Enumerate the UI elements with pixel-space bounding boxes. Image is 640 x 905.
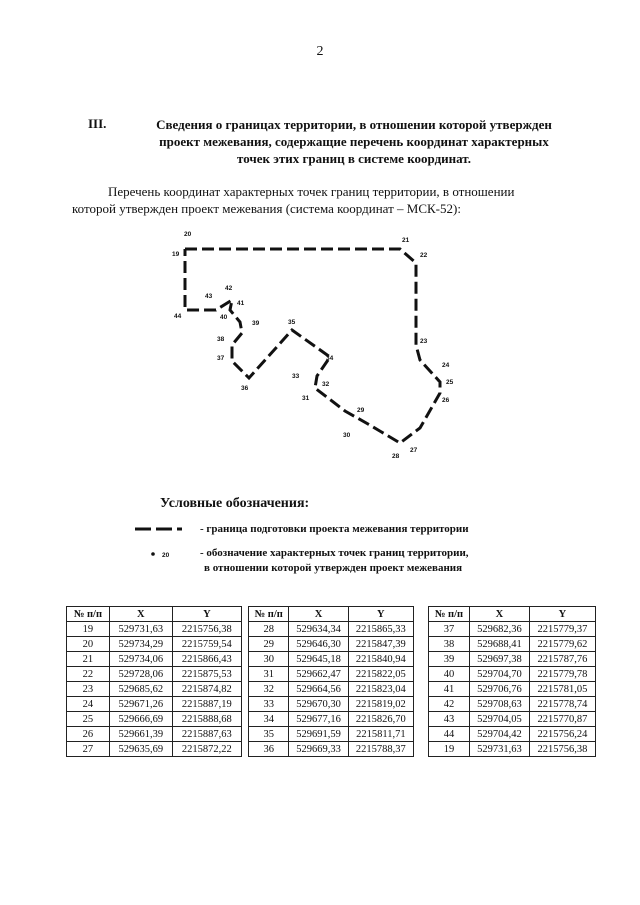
y-coordinate-cell: 2215787,76 (529, 652, 595, 667)
x-coordinate-cell: 529734,06 (109, 652, 172, 667)
y-coordinate-cell: 2215847,39 (348, 637, 413, 652)
y-coordinate-cell: 2215778,74 (529, 697, 595, 712)
table-row (429, 697, 596, 712)
point-number-cell: 28 (249, 622, 289, 637)
point-label-39: 39 (252, 320, 260, 327)
table-row (429, 742, 596, 757)
x-coordinate-cell: 529669,33 (289, 742, 348, 757)
table-row (67, 637, 242, 652)
table-row (67, 652, 242, 667)
table-row (249, 712, 414, 727)
x-coordinate-cell: 529646,30 (289, 637, 348, 652)
point-number-cell: 30 (249, 652, 289, 667)
point-number-cell: 22 (67, 667, 110, 682)
table-row (429, 637, 596, 652)
y-coordinate-cell: 2215756,24 (529, 727, 595, 742)
y-coordinate-cell: 2215781,05 (529, 682, 595, 697)
table-row (67, 667, 242, 682)
x-coordinate-cell: 529706,76 (469, 682, 529, 697)
x-coordinate-cell: 529682,36 (469, 622, 529, 637)
table-row (67, 622, 242, 637)
x-coordinate-cell: 529645,18 (289, 652, 348, 667)
y-coordinate-cell: 2215874,82 (172, 682, 241, 697)
table-row (67, 712, 242, 727)
table-row (67, 742, 242, 757)
section-heading-line-1: Сведения о границах территории, в отношении которой утвержден (156, 117, 552, 132)
x-coordinate-cell: 529666,69 (109, 712, 172, 727)
legend-line-description: - граница подготовки проекта межевания территории (200, 523, 469, 535)
section-heading-line-2: проект межевания, содержащие перечень координат характерных (159, 134, 549, 149)
x-coordinate-cell: 529671,26 (109, 697, 172, 712)
x-coordinate-cell: 529731,63 (109, 622, 172, 637)
legend-point-description-2: в отношении которой утвержден проект межевания (204, 562, 463, 574)
table-row (249, 727, 414, 742)
y-coordinate-cell: 2215826,70 (348, 712, 413, 727)
x-coordinate-cell: 529708,63 (469, 697, 529, 712)
point-number-cell: 40 (429, 667, 470, 682)
section-numeral: III. (88, 116, 107, 131)
table-row (429, 622, 596, 637)
table-row (67, 697, 242, 712)
point-number-cell: 32 (249, 682, 289, 697)
page-number: 2 (316, 44, 324, 59)
point-label-23: 23 (420, 338, 428, 345)
coordinates-table-3 (428, 606, 596, 757)
col-header-number: № п/п (249, 607, 289, 622)
y-coordinate-cell: 2215887,63 (172, 727, 241, 742)
table-row (249, 742, 414, 757)
point-label-37: 37 (217, 355, 225, 362)
point-label-30: 30 (343, 432, 351, 439)
x-coordinate-cell: 529688,41 (469, 637, 529, 652)
point-label-36: 36 (241, 385, 249, 392)
y-coordinate-cell: 2215779,37 (529, 622, 595, 637)
point-label-19: 19 (172, 251, 180, 258)
y-coordinate-cell: 2215872,22 (172, 742, 241, 757)
coordinates-table-1 (66, 606, 242, 757)
point-label-27: 27 (410, 447, 418, 454)
point-number-cell: 37 (429, 622, 470, 637)
point-number-cell: 24 (67, 697, 110, 712)
point-number-cell: 42 (429, 697, 470, 712)
point-label-21: 21 (402, 237, 410, 244)
col-header-x: X (109, 607, 172, 622)
col-header-y: Y (348, 607, 413, 622)
col-header-number: № п/п (67, 607, 110, 622)
x-coordinate-cell: 529677,16 (289, 712, 348, 727)
x-coordinate-cell: 529634,34 (289, 622, 348, 637)
table-row (429, 712, 596, 727)
x-coordinate-cell: 529734,29 (109, 637, 172, 652)
point-number-cell: 29 (249, 637, 289, 652)
y-coordinate-cell: 2215819,02 (348, 697, 413, 712)
point-number-cell: 23 (67, 682, 110, 697)
y-coordinate-cell: 2215756,38 (172, 622, 241, 637)
y-coordinate-cell: 2215888,68 (172, 712, 241, 727)
point-number-cell: 27 (67, 742, 110, 757)
y-coordinate-cell: 2215770,87 (529, 712, 595, 727)
point-label-35: 35 (288, 319, 296, 326)
point-label-31: 31 (302, 395, 310, 402)
point-number-cell: 19 (429, 742, 470, 757)
x-coordinate-cell: 529685,62 (109, 682, 172, 697)
point-label-28: 28 (392, 453, 400, 460)
col-header-number: № п/п (429, 607, 470, 622)
point-number-cell: 36 (249, 742, 289, 757)
y-coordinate-cell: 2215887,19 (172, 697, 241, 712)
table-row (67, 727, 242, 742)
coordinates-table-2 (248, 606, 414, 757)
x-coordinate-cell: 529662,47 (289, 667, 348, 682)
boundary-line (185, 249, 440, 443)
y-coordinate-cell: 2215840,94 (348, 652, 413, 667)
point-label-38: 38 (217, 336, 225, 343)
point-number-cell: 43 (429, 712, 470, 727)
x-coordinate-cell: 529670,30 (289, 697, 348, 712)
y-coordinate-cell: 2215788,37 (348, 742, 413, 757)
point-label-33: 33 (292, 373, 300, 380)
point-number-cell: 33 (249, 697, 289, 712)
point-label-32: 32 (322, 381, 330, 388)
point-label-43: 43 (205, 293, 213, 300)
y-coordinate-cell: 2215822,05 (348, 667, 413, 682)
point-number-cell: 34 (249, 712, 289, 727)
point-label-20: 20 (184, 231, 192, 238)
point-label-42: 42 (225, 285, 233, 292)
table-row (249, 682, 414, 697)
y-coordinate-cell: 2215756,38 (529, 742, 595, 757)
legend-point-sample (151, 552, 155, 556)
legend-point-description-1: - обозначение характерных точек границ территории, (200, 547, 469, 559)
table-row (67, 682, 242, 697)
col-header-x: X (289, 607, 348, 622)
point-number-cell: 35 (249, 727, 289, 742)
point-number-cell: 38 (429, 637, 470, 652)
table-row (429, 652, 596, 667)
col-header-y: Y (529, 607, 595, 622)
point-number-cell: 44 (429, 727, 470, 742)
col-header-y: Y (172, 607, 241, 622)
point-number-cell: 19 (67, 622, 110, 637)
point-label-26: 26 (442, 397, 450, 404)
x-coordinate-cell: 529661,39 (109, 727, 172, 742)
point-label-40: 40 (220, 314, 228, 321)
table-row (429, 727, 596, 742)
point-label-22: 22 (420, 252, 428, 259)
x-coordinate-cell: 529697,38 (469, 652, 529, 667)
point-number-cell: 41 (429, 682, 470, 697)
point-label-25: 25 (446, 379, 454, 386)
y-coordinate-cell: 2215865,33 (348, 622, 413, 637)
table-row (249, 697, 414, 712)
point-label-44: 44 (174, 313, 182, 320)
point-label-41: 41 (237, 300, 245, 307)
x-coordinate-cell: 529704,42 (469, 727, 529, 742)
x-coordinate-cell: 529664,56 (289, 682, 348, 697)
x-coordinate-cell: 529728,06 (109, 667, 172, 682)
y-coordinate-cell: 2215779,78 (529, 667, 595, 682)
table-row (249, 652, 414, 667)
y-coordinate-cell: 2215811,71 (348, 727, 413, 742)
y-coordinate-cell: 2215779,62 (529, 637, 595, 652)
point-label-34: 34 (326, 355, 334, 362)
x-coordinate-cell: 529691,59 (289, 727, 348, 742)
point-number-cell: 31 (249, 667, 289, 682)
point-number-cell: 25 (67, 712, 110, 727)
intro-line-2: которой утвержден проект межевания (система координат – МСК-52): (72, 201, 461, 216)
intro-line-1: Перечень координат характерных точек границ территории, в отношении (108, 184, 515, 199)
y-coordinate-cell: 2215759,54 (172, 637, 241, 652)
table-row (249, 637, 414, 652)
point-number-cell: 21 (67, 652, 110, 667)
point-number-cell: 39 (429, 652, 470, 667)
x-coordinate-cell: 529635,69 (109, 742, 172, 757)
table-row (249, 622, 414, 637)
x-coordinate-cell: 529731,63 (469, 742, 529, 757)
point-label-29: 29 (357, 407, 365, 414)
point-number-cell: 26 (67, 727, 110, 742)
point-label-24: 24 (442, 362, 450, 369)
col-header-x: X (469, 607, 529, 622)
point-number-cell: 20 (67, 637, 110, 652)
x-coordinate-cell: 529704,70 (469, 667, 529, 682)
table-row (429, 667, 596, 682)
x-coordinate-cell: 529704,05 (469, 712, 529, 727)
legend-title: Условные обозначения: (160, 496, 310, 511)
table-row (429, 682, 596, 697)
section-heading-line-3: точек этих границ в системе координат. (237, 151, 471, 166)
table-row (249, 667, 414, 682)
y-coordinate-cell: 2215823,04 (348, 682, 413, 697)
y-coordinate-cell: 2215866,43 (172, 652, 241, 667)
y-coordinate-cell: 2215875,53 (172, 667, 241, 682)
legend-point-sample-label: 20 (162, 552, 170, 559)
